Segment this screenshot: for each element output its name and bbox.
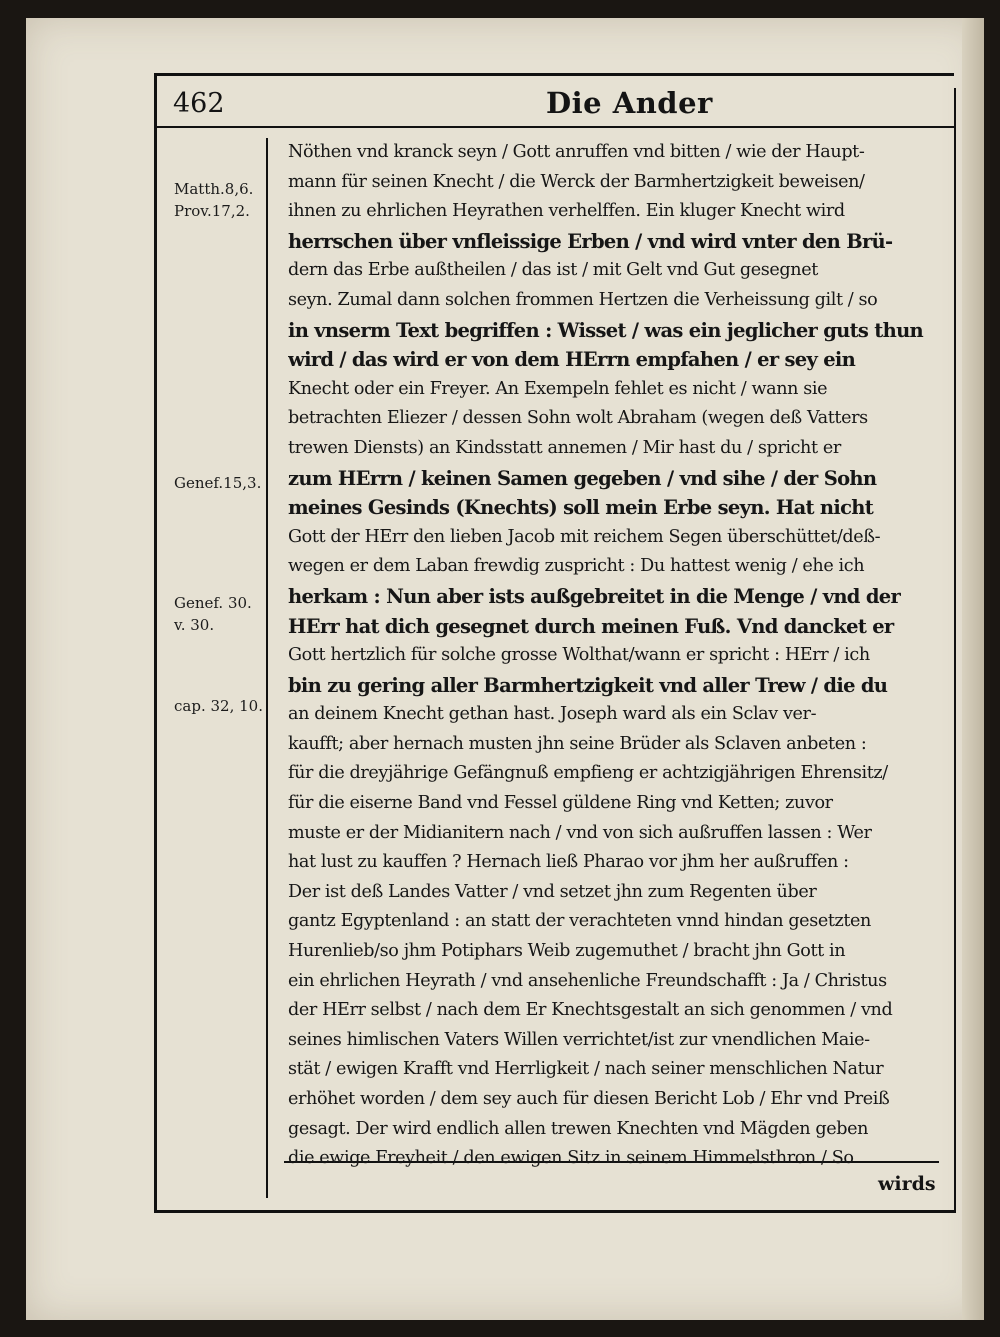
header-rule: [154, 126, 954, 128]
text-line: Gott der HErr den lieben Jacob mit reichem Segen überschüttet/deß-: [288, 526, 881, 547]
text-line: kaufft; aber hernach musten jhn seine Brüder als Sclaven anbeten :: [288, 733, 867, 754]
text-line: muste er der Midianitern nach / vnd von sich außruffen lassen : Wer: [288, 822, 872, 843]
text-line: Gott hertzlich für solche grosse Wolthat/wann er spricht : HErr / ich: [288, 645, 870, 666]
body-text: [288, 138, 938, 1174]
column-divider-rule: [266, 138, 268, 1198]
catchword: wirds: [878, 1173, 936, 1195]
text-line: für die dreyjährige Gefängnuß empfieng er achtzigjährigen Ehrensitz/: [288, 763, 888, 784]
text-line: wegen er dem Laban frewdig zuspricht : Du hattest wenig / ehe ich: [288, 556, 865, 577]
right-frame-rule: [954, 88, 956, 1213]
margin-note-genesis-30: Genef. 30.: [174, 594, 252, 612]
text-line: meines Gesinds (Knechts) soll mein Erbe seyn. Hat nicht: [288, 496, 874, 520]
text-line: herrschen über vnfleissige Erben / vnd wird vnter den Brü-: [288, 229, 893, 253]
text-line: seines himlischen Vaters Willen verrichtet/ist zur vnendlichen Maie-: [288, 1029, 870, 1050]
margin-note-verse-30: v. 30.: [174, 616, 215, 634]
text-line: gantz Egyptenland : an statt der verachteten vnnd hindan gesetzten: [288, 911, 871, 932]
text-line: herkam : Nun aber ists außgebreitet in die Menge / vnd der: [288, 584, 901, 608]
running-head: Die Ander: [546, 86, 713, 120]
text-line: ihnen zu ehrlichen Heyrathen verhelffen. Ein kluger Knecht wird: [288, 201, 845, 222]
text-line: seyn. Zumal dann solchen frommen Hertzen die Verheissung gilt / so: [288, 289, 878, 310]
page-number: 462: [173, 88, 225, 119]
text-line: für die eiserne Band vnd Fessel güldene Ring vnd Ketten; zuvor: [288, 793, 833, 814]
page-edge: [962, 18, 984, 1320]
text-line: dern das Erbe außtheilen / das ist / mit Gelt vnd Gut gesegnet: [288, 260, 818, 281]
text-line: an deinem Knecht gethan hast. Joseph ward als ein Sclav ver-: [288, 704, 817, 725]
margin-note-proverbs: Prov.17,2.: [174, 202, 250, 220]
text-line: Knecht oder ein Freyer. An Exempeln fehlet es nicht / wann sie: [288, 378, 828, 399]
text-line: gesagt. Der wird endlich allen trewen Knechten vnd Mägden geben: [288, 1118, 869, 1139]
text-line: der HErr selbst / nach dem Er Knechtsgestalt an sich genommen / vnd: [288, 1000, 893, 1021]
text-line: erhöhet worden / dem sey auch für diesen Bericht Lob / Ehr vnd Preiß: [288, 1089, 890, 1109]
text-line: betrachten Eliezer / dessen Sohn wolt Abraham (wegen deß Vatters: [288, 408, 868, 429]
text-line: Nöthen vnd kranck seyn / Gott anruffen vnd bitten / wie der Haupt-: [288, 142, 865, 162]
text-line: hat lust zu kauffen ? Hernach ließ Pharao vor jhm her außruffen :: [288, 852, 849, 873]
margin-note-cap-32: cap. 32, 10.: [174, 697, 263, 715]
margin-note-genesis-15: Genef.15,3.: [174, 474, 262, 492]
top-rule: [154, 73, 954, 76]
bottom-rule: [154, 1210, 956, 1213]
text-line: stät / ewigen Krafft vnd Herrligkeit / nach seiner menschlichen Natur: [288, 1059, 884, 1080]
text-line: zum HErrn / keinen Samen gegeben / vnd sihe / der Sohn: [288, 466, 877, 490]
text-line: die ewige Freyheit / den ewigen Sitz in seinem Himmelsthron / So: [288, 1148, 854, 1169]
text-line: Hurenlieb/so jhm Potiphars Weib zugemuthet / bracht jhn Gott in: [288, 941, 846, 962]
left-frame-rule: [154, 73, 157, 1213]
text-line: Der ist deß Landes Vatter / vnd setzet jhn zum Regenten über: [288, 881, 817, 902]
text-line: in vnserm Text begriffen : Wisset / was ein jeglicher guts thun: [288, 318, 924, 342]
margin-note-matthew: Matth.8,6.: [174, 180, 254, 198]
text-line: HErr hat dich gesegnet durch meinen Fuß. Vnd dancket er: [288, 614, 894, 638]
text-line: trewen Diensts) an Kindsstatt annemen / Mir hast du / spricht er: [288, 437, 841, 458]
book-page: [26, 18, 984, 1320]
text-line: mann für seinen Knecht / die Werck der Barmhertzigkeit beweisen/: [288, 171, 865, 192]
text-line: ein ehrlichen Heyrath / vnd ansehenliche Freundschafft : Ja / Christus: [288, 970, 887, 991]
text-line: wird / das wird er von dem HErrn empfahen / er sey ein: [288, 348, 856, 372]
text-line: bin zu gering aller Barmhertzigkeit vnd aller Trew / die du: [288, 673, 888, 697]
